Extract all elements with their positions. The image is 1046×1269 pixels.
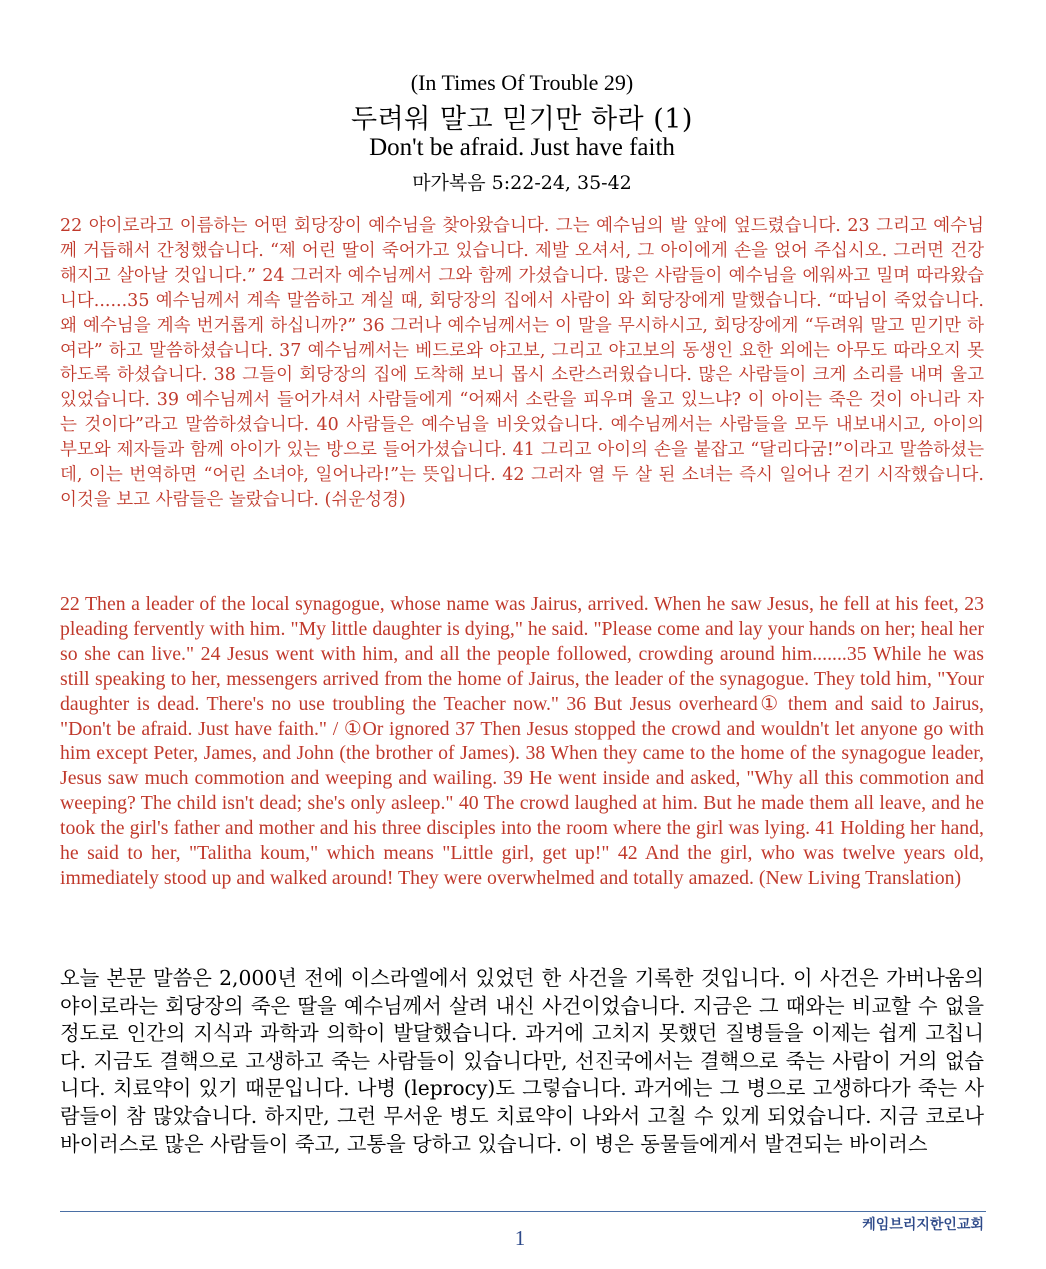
series-label: (In Times Of Trouble 29) [410, 70, 634, 95]
korean-scripture-passage: 22 야이로라고 이름하는 어떤 회당장이 예수님을 찾아왔습니다. 그는 예수님의 발 앞에 엎드렸습니다. 23 그리고 예수님께 거듭해서 간청했습니다. “제 어린 딸이 죽어가고 있습니다. 제발 오셔서, 그 아이에게 손을 얹어 주십시오. 그러면 건강해지고 살아날 것입니다.” 24 그러자 예수님께서 그와 함께 가셨습니다. 많은 사람들이 예수님을 에워싸고 밀며 따라왔습니다......35 예수님께서 계속 말씀하고 계실 때, 회당장의 집에서 사람이 와 회당장에게 말했습니다. “따님이 죽었습니다. 왜 예수님을 계속 번거롭게 하십니까?” 36 그러나 예수님께서는 이 말을 무시하시고, 회당장에게 “두려워 말고 믿기만 하여라” 하고 말씀하셨습니다. 37 예수님께서는 베드로와 야고보, 그리고 야고보의 동생인 요한 외에는 아무도 따라오지 못하도록 하셨습니다. 38 그들이 회당장의 집에 도착해 보니 몹시 소란스러웠습니다. 많은 사람들이 크게 소리를 내며 울고 있었습니다. 39 예수님께서 들어가셔서 사람들에게 “어째서 소란을 피우며 울고 있느냐? 이 아이는 죽은 것이 아니라 자는 것이다”라고 말씀하셨습니다. 40 사람들은 예수님을 비웃었습니다. 예수님께서는 사람들을 모두 내보내시고, 아이의 부모와 제자들과 함께 아이가 있는 방으로 들어가셨습니다. 41 그리고 아이의 손을 붙잡고 “달리다굼!”이라고 말씀하셨는데, 이는 번역하면 “어린 소녀야, 일어나라!”는 뜻입니다. 42 그러자 열 두 살 된 소녀는 즉시 일어나 걷기 시작했습니다. 이것을 보고 사람들은 놀랐습니다. (쉬운성경) [60, 216, 984, 510]
footer-divider [60, 1211, 986, 1212]
scripture-reference: 마가복음 5:22-24, 35-42 [412, 172, 632, 194]
sermon-body: 오늘 본문 말씀은 2,000년 전에 이스라엘에서 있었던 한 사건을 기록한 것입니다. 이 사건은 가버나움의 야이로라는 회당장의 죽은 딸을 예수님께서 살려 내신 사건이었습니다. 지금은 그 때와는 비교할 수 없을 정도로 인간의 지식과 과학과 의학이 발달했습니다. 과거에 고치지 못했던 질병들을 이제는 쉽게 고칩니다. 지금도 결핵으로 고생하고 죽는 사람들이 있습니다만, 선진국에서는 결핵으로 죽는 사람이 거의 없습니다. 치료약이 있기 때문입니다. 나병 (leprocy)도 그렇습니다. 과거에는 그 병으로 고생하다가 죽는 사람들이 참 많았습니다. 하지만, 그런 무서운 병도 치료약이 나와서 고칠 수 있게 되었습니다. 지금 코로나바이러스로 많은 사람들이 죽고, 고통을 당하고 있습니다. 이 병은 동물들에게서 발견되는 바이러스 [60, 966, 984, 1156]
church-name: 케임브리지한인교회 [862, 1217, 984, 1233]
page-number: 1 [514, 1226, 526, 1250]
sermon-subtitle: Don't be afraid. Just have faith [369, 134, 675, 161]
sermon-title: 두려워 말고 믿기만 하라 (1) [351, 104, 693, 135]
english-scripture-passage: 22 Then a leader of the local synagogue, whose name was Jairus, arrived. When he saw Jesus, he fell at his feet, 23 pleading fervently with him. "My little daughter is dying," he said. "Please come and lay your hands on her; heal her so she can live." 24 Jesus went with him, and all the people followed, crowding around him.......35 While he was still speaking to her, messengers arrived from the home of Jairus, the leader of the synagogue. They told him, "Your daughter is dead. There's no use troubling the Teacher now." 36 But Jesus overheard① them and said to Jairus, "Don't be afraid. Just have faith." / ①Or ignored 37 Then Jesus stopped the crowd and wouldn't let anyone go with him except Peter, James, and John (the brother of James). 38 When they came to the home of the synagogue leader, Jesus saw much commotion and weeping and wailing. 39 He went inside and asked, "Why all this commotion and weeping? The child isn't dead; she's only asleep." 40 The crowd laughed at him. But he made them all leave, and he took the girl's father and mother and his three disciples into the room where the girl was lying. 41 Holding her hand, he said to her, "Talitha koum," which means "Little girl, get up!" 42 And the girl, who was twelve years old, immediately stood up and walked around! They were overwhelmed and totally amazed. (New Living Translation) [60, 593, 984, 889]
